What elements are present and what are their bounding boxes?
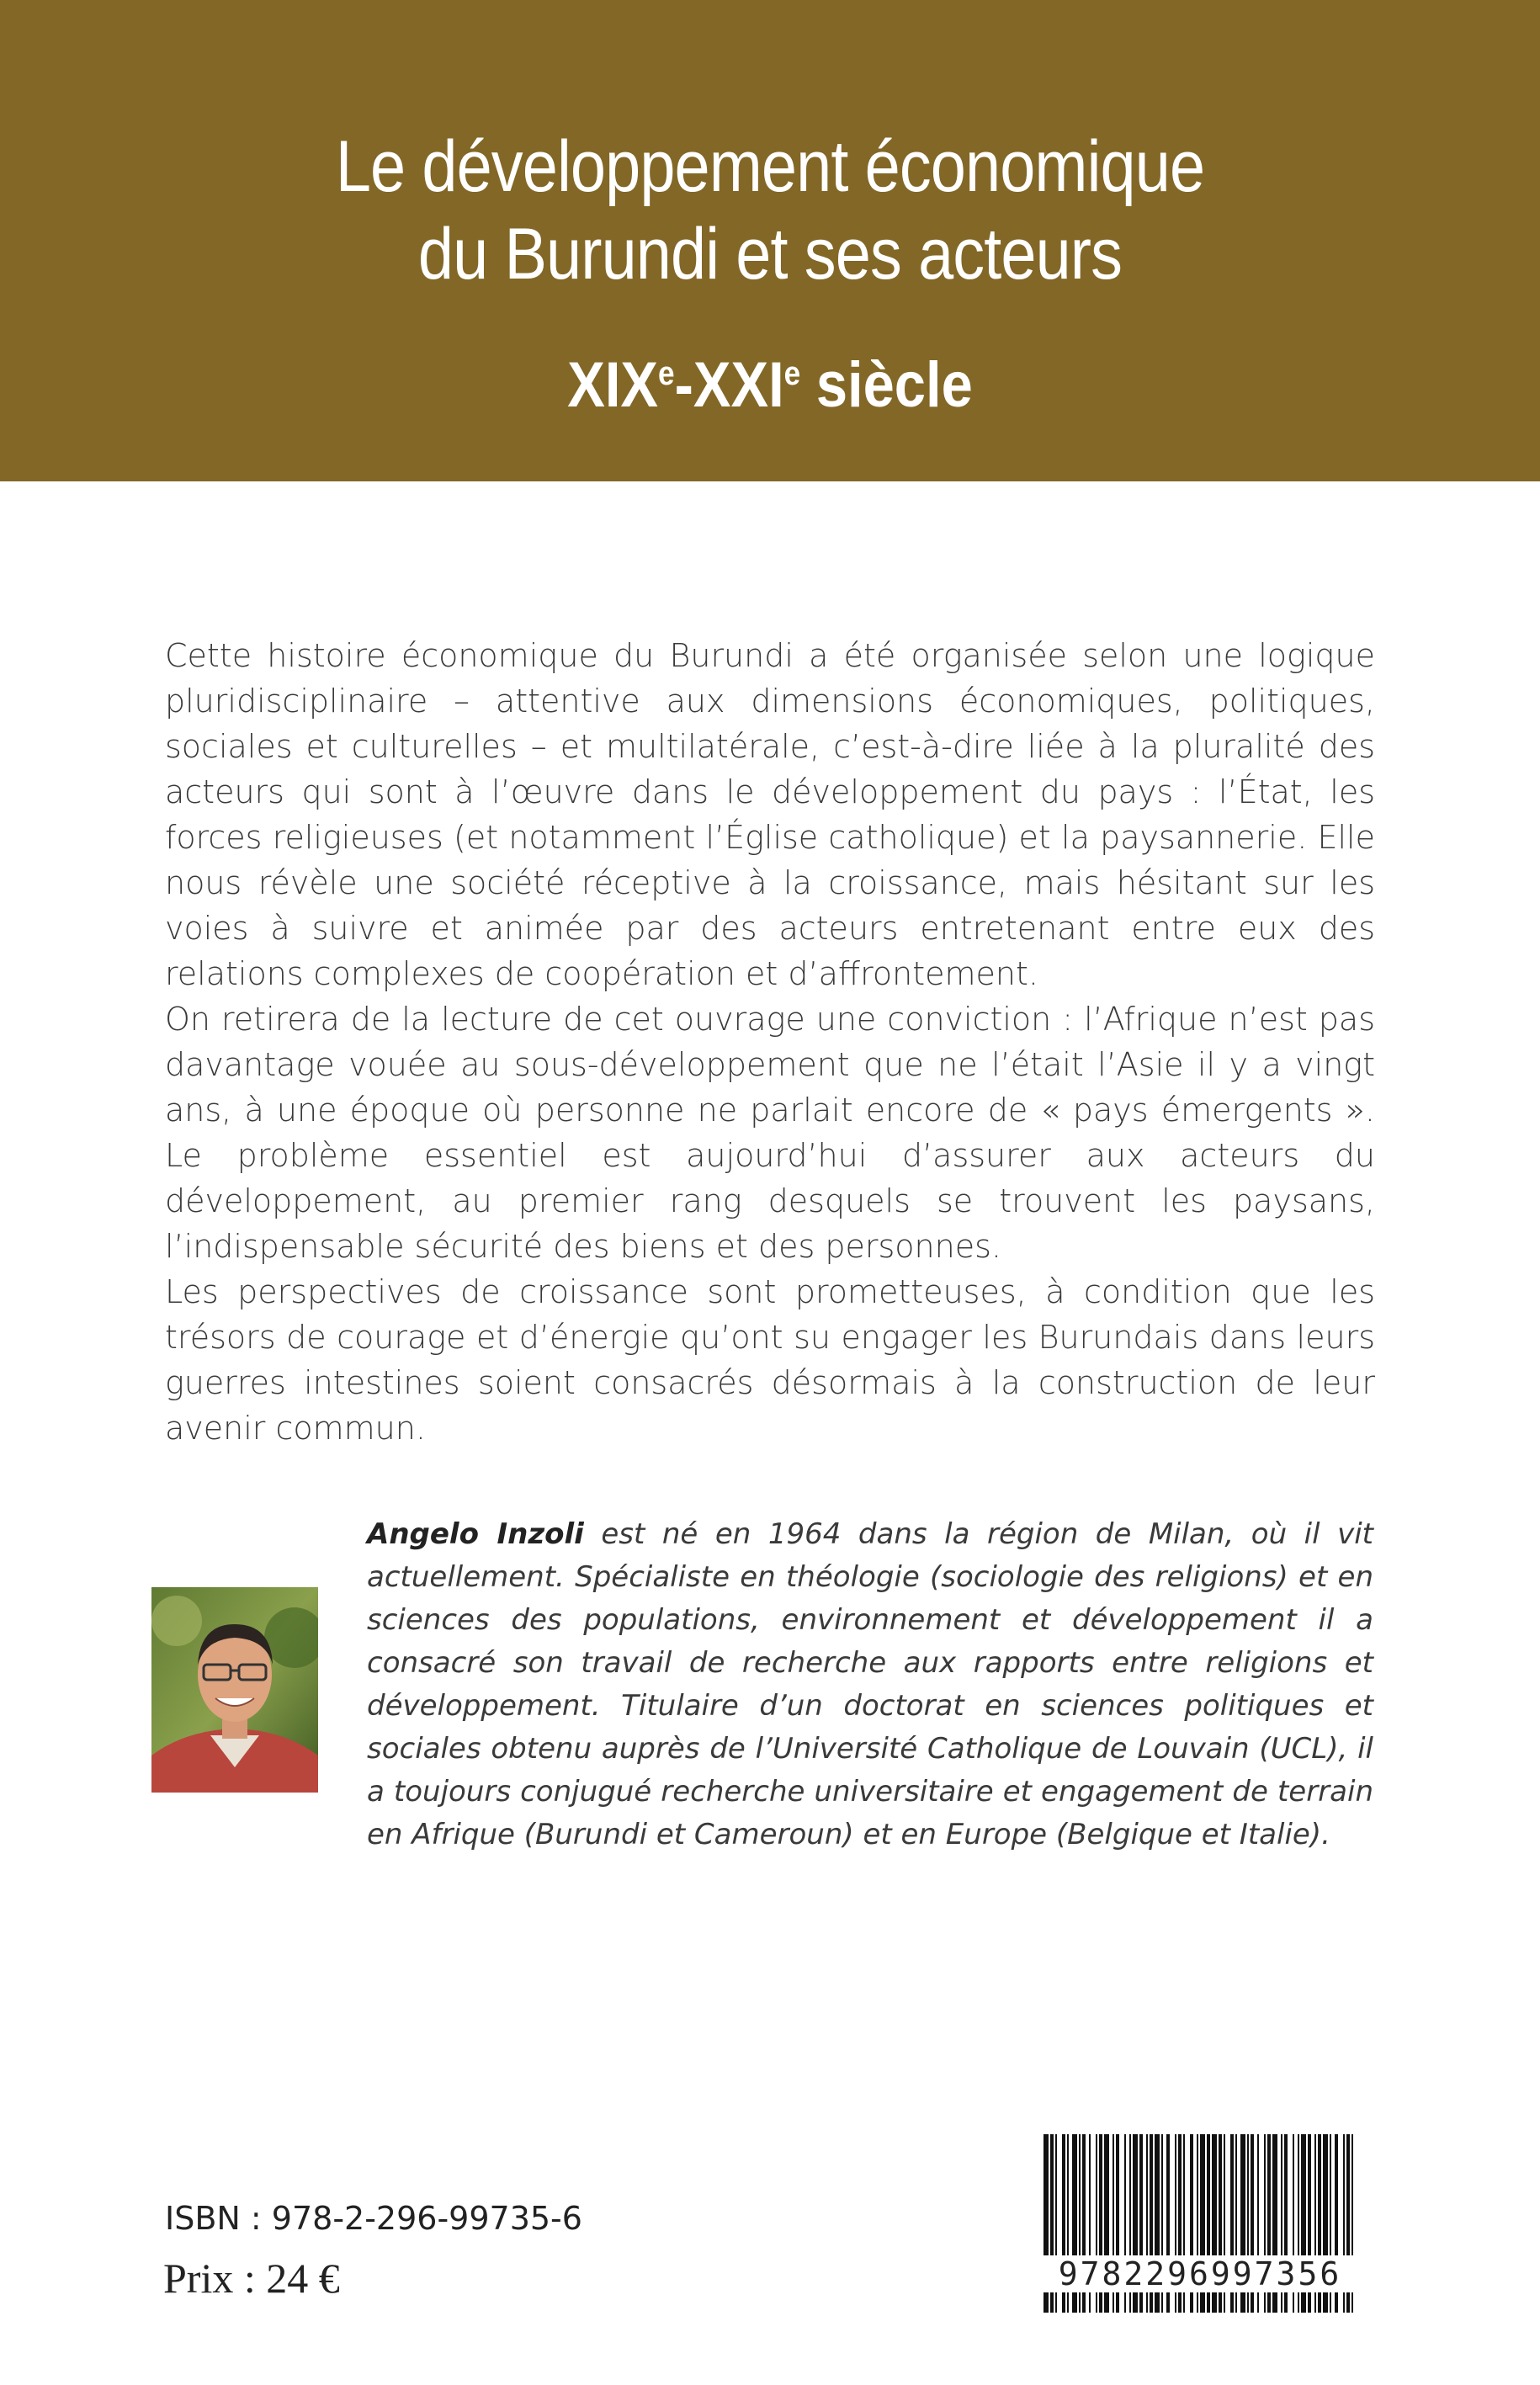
author-photo bbox=[151, 1587, 318, 1793]
author-portrait-image bbox=[151, 1587, 318, 1793]
blurb-paragraph: Cette histoire économique du Burundi a été organisée selon une logique pluridisciplinaire – attentive aux dimensions économiques, politiques, sociales et culturelles – et multilatérale, c’est-à-dire liée à la pluralité des acteurs qui sont à l’œuvre dans le développement du pays : l’État, les forces religieuses (et notamment l’Église catholique) et la paysannerie. Elle nous révèle une société réceptive à la croissance, mais hésitant sur les voies à suivre et animée par des acteurs entretenant entre eux des relations complexes de coopération et d’affrontement. bbox=[165, 637, 1375, 992]
book-title-line2: du Burundi et ses acteurs bbox=[417, 214, 1123, 295]
subtitle-sup-end: e bbox=[783, 355, 801, 392]
book-subtitle bbox=[93, 343, 1447, 428]
book-title-line1: Le développement économique bbox=[335, 126, 1205, 207]
isbn: ISBN : 978-2-296-99735-6 bbox=[165, 2200, 582, 2237]
subtitle-siecle: siècle bbox=[800, 349, 973, 421]
blurb-paragraph: On retirera de la lecture de cet ouvrage une conviction : l’Afrique n’est pas davantage vouée au sous-développement que ne l’était l’Asie il y a vingt ans, à une époque où personne ne parlait encore de « pays émergents ». Le problème essentiel est aujourd’hui d’assurer aux acteurs du développement, au premier rang desquels se trouvent les paysans, l’indispensable sécurité des biens et des personnes. bbox=[165, 1001, 1375, 1265]
author-bio-text: est né en 1964 dans la région de Milan, où il vit actuellement. Spécialiste en théologie (sociologie des religions) et en sciences des populations, environnement et développement il a consacré son travail de recherche aux rapports entre religions et développement. Titulaire d’un doctorat en sciences politiques et sociales obtenu auprès de l’Université Catholique de Louvain (UCL), il a toujours conjugué recherche universitaire et engagement de terrain en Afrique (Burundi et Cameroun) et en Europe (Belgique et Italie). bbox=[367, 1517, 1373, 1851]
back-cover-blurb bbox=[165, 633, 1375, 1451]
author-bio bbox=[367, 1513, 1373, 1856]
barcode-digits: 9782296997356 bbox=[1032, 2255, 1368, 2292]
subtitle-century-end: -XXI bbox=[674, 349, 784, 421]
blurb-paragraph: Les perspectives de croissance sont prometteuses, à condition que les trésors de courage et d’énergie qu’ont su engager les Burundais dans leurs guerres intestines soient consacrés désormais à la construction de leur avenir commun. bbox=[165, 1273, 1375, 1447]
subtitle-sup-start: e bbox=[658, 355, 675, 392]
author-name: Angelo Inzoli bbox=[367, 1517, 584, 1551]
subtitle-century-start: XIX bbox=[567, 349, 659, 421]
price: Prix : 24 € bbox=[163, 2255, 340, 2302]
